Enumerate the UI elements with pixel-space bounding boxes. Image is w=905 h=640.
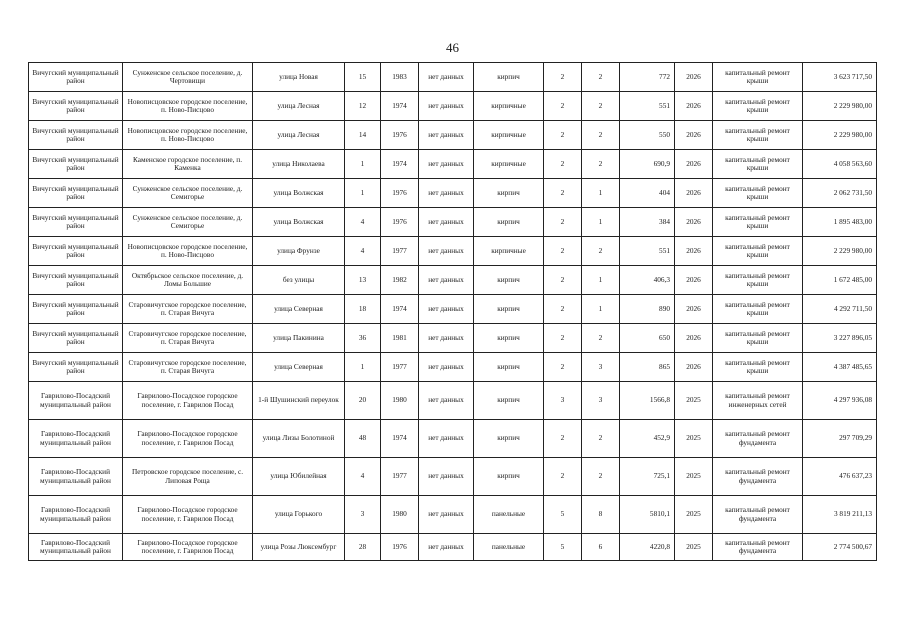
heritage-cell: нет данных [419, 382, 474, 420]
entrances-cell: 2 [582, 420, 620, 458]
cost-cell: 4 387 485,65 [803, 353, 877, 382]
street-cell: улица Розы Люксембург [253, 534, 345, 561]
house-number-cell: 1 [345, 179, 381, 208]
heritage-cell: нет данных [419, 353, 474, 382]
street-cell: улица Николаева [253, 150, 345, 179]
area-cell: 550 [620, 121, 675, 150]
table-row [29, 150, 877, 179]
page-number: 46 [446, 40, 459, 55]
floors-cell: 2 [544, 150, 582, 179]
work-type-cell: капитальный ремонт крыши [713, 208, 803, 237]
entrances-cell: 2 [582, 150, 620, 179]
district-cell: Вичугский муниципальный район [29, 63, 123, 92]
house-number-cell: 48 [345, 420, 381, 458]
entrances-cell: 6 [582, 534, 620, 561]
settlement-cell: Сунженское сельское поселение, д. Семигорье [123, 208, 253, 237]
area-cell: 384 [620, 208, 675, 237]
street-cell: улица Новая [253, 63, 345, 92]
build-year-cell: 1976 [381, 208, 419, 237]
table-row [29, 420, 877, 458]
plan-year-cell: 2026 [675, 295, 713, 324]
work-type-cell: капитальный ремонт крыши [713, 324, 803, 353]
settlement-cell: Гаврилово-Посадское городское поселение, г. Гаврилов Посад [123, 382, 253, 420]
settlement-cell: Сунженское сельское поселение, д. Семигорье [123, 179, 253, 208]
build-year-cell: 1974 [381, 295, 419, 324]
table-row [29, 63, 877, 92]
district-cell: Вичугский муниципальный район [29, 179, 123, 208]
district-cell: Гаврилово-Посадский муниципальный район [29, 496, 123, 534]
heritage-cell: нет данных [419, 208, 474, 237]
cost-cell: 4 058 563,60 [803, 150, 877, 179]
work-type-cell: капитальный ремонт крыши [713, 237, 803, 266]
floors-cell: 2 [544, 458, 582, 496]
cost-cell: 3 227 896,05 [803, 324, 877, 353]
cost-cell: 1 895 483,00 [803, 208, 877, 237]
settlement-cell: Старовичугское городское поселение, п. Старая Вичуга [123, 353, 253, 382]
build-year-cell: 1977 [381, 353, 419, 382]
street-cell: улица Северная [253, 295, 345, 324]
table-row [29, 353, 877, 382]
table-row [29, 237, 877, 266]
house-number-cell: 4 [345, 237, 381, 266]
area-cell: 865 [620, 353, 675, 382]
settlement-cell: Старовичугское городское поселение, п. Старая Вичуга [123, 324, 253, 353]
floors-cell: 2 [544, 353, 582, 382]
heritage-cell: нет данных [419, 63, 474, 92]
work-type-cell: капитальный ремонт фундамента [713, 534, 803, 561]
cost-cell: 1 672 485,00 [803, 266, 877, 295]
wall-material-cell: кирпичные [474, 121, 544, 150]
floors-cell: 2 [544, 420, 582, 458]
heritage-cell: нет данных [419, 266, 474, 295]
wall-material-cell: кирпич [474, 179, 544, 208]
district-cell: Вичугский муниципальный район [29, 208, 123, 237]
build-year-cell: 1982 [381, 266, 419, 295]
street-cell: улица Лесная [253, 92, 345, 121]
wall-material-cell: кирпичные [474, 237, 544, 266]
area-cell: 5810,1 [620, 496, 675, 534]
house-number-cell: 20 [345, 382, 381, 420]
district-cell: Вичугский муниципальный район [29, 121, 123, 150]
street-cell: улица Фрунзе [253, 237, 345, 266]
table-row [29, 92, 877, 121]
entrances-cell: 3 [582, 382, 620, 420]
table-row [29, 179, 877, 208]
house-number-cell: 13 [345, 266, 381, 295]
plan-year-cell: 2025 [675, 458, 713, 496]
work-type-cell: капитальный ремонт крыши [713, 92, 803, 121]
cost-cell: 2 774 500,67 [803, 534, 877, 561]
build-year-cell: 1980 [381, 382, 419, 420]
heritage-cell: нет данных [419, 324, 474, 353]
plan-year-cell: 2026 [675, 353, 713, 382]
street-cell: улица Лесная [253, 121, 345, 150]
wall-material-cell: кирпич [474, 295, 544, 324]
area-cell: 404 [620, 179, 675, 208]
table-row [29, 382, 877, 420]
table-row [29, 534, 877, 561]
build-year-cell: 1980 [381, 496, 419, 534]
area-cell: 690,9 [620, 150, 675, 179]
table-row [29, 208, 877, 237]
table-row [29, 324, 877, 353]
street-cell: улица Пакинина [253, 324, 345, 353]
entrances-cell: 1 [582, 208, 620, 237]
cost-cell: 4 292 711,50 [803, 295, 877, 324]
plan-year-cell: 2025 [675, 382, 713, 420]
settlement-cell: Старовичугское городское поселение, п. Старая Вичуга [123, 295, 253, 324]
wall-material-cell: кирпич [474, 458, 544, 496]
settlement-cell: Новописцовское городское поселение, п. Ново-Писцово [123, 92, 253, 121]
heritage-cell: нет данных [419, 496, 474, 534]
work-type-cell: капитальный ремонт крыши [713, 295, 803, 324]
floors-cell: 2 [544, 237, 582, 266]
work-type-cell: капитальный ремонт инженерных сетей [713, 382, 803, 420]
plan-year-cell: 2026 [675, 324, 713, 353]
table-row [29, 458, 877, 496]
work-type-cell: капитальный ремонт крыши [713, 353, 803, 382]
wall-material-cell: кирпич [474, 266, 544, 295]
cost-cell: 476 637,23 [803, 458, 877, 496]
street-cell: улица Северная [253, 353, 345, 382]
settlement-cell: Октябрьское сельское поселение, д. Ломы Большие [123, 266, 253, 295]
house-number-cell: 4 [345, 458, 381, 496]
district-cell: Вичугский муниципальный район [29, 150, 123, 179]
wall-material-cell: кирпич [474, 324, 544, 353]
build-year-cell: 1977 [381, 458, 419, 496]
area-cell: 725,1 [620, 458, 675, 496]
build-year-cell: 1974 [381, 92, 419, 121]
wall-material-cell: кирпичные [474, 92, 544, 121]
cost-cell: 3 819 211,13 [803, 496, 877, 534]
house-number-cell: 14 [345, 121, 381, 150]
floors-cell: 2 [544, 92, 582, 121]
district-cell: Вичугский муниципальный район [29, 237, 123, 266]
house-number-cell: 18 [345, 295, 381, 324]
cost-cell: 3 623 717,50 [803, 63, 877, 92]
cost-cell: 2 229 980,00 [803, 92, 877, 121]
plan-year-cell: 2025 [675, 534, 713, 561]
heritage-cell: нет данных [419, 150, 474, 179]
table-row [29, 121, 877, 150]
entrances-cell: 1 [582, 266, 620, 295]
settlement-cell: Петровское городское поселение, с. Липовая Роща [123, 458, 253, 496]
plan-year-cell: 2026 [675, 208, 713, 237]
heritage-cell: нет данных [419, 534, 474, 561]
heritage-cell: нет данных [419, 121, 474, 150]
work-type-cell: капитальный ремонт крыши [713, 179, 803, 208]
settlement-cell: Каменское городское поселение, п. Каменка [123, 150, 253, 179]
cost-cell: 2 062 731,50 [803, 179, 877, 208]
house-number-cell: 12 [345, 92, 381, 121]
wall-material-cell: панельные [474, 534, 544, 561]
district-cell: Гаврилово-Посадский муниципальный район [29, 382, 123, 420]
wall-material-cell: кирпич [474, 382, 544, 420]
plan-year-cell: 2026 [675, 179, 713, 208]
heritage-cell: нет данных [419, 420, 474, 458]
build-year-cell: 1976 [381, 534, 419, 561]
plan-year-cell: 2026 [675, 121, 713, 150]
wall-material-cell: кирпич [474, 208, 544, 237]
settlement-cell: Гаврилово-Посадское городское поселение, г. Гаврилов Посад [123, 420, 253, 458]
work-type-cell: капитальный ремонт фундамента [713, 458, 803, 496]
house-number-cell: 28 [345, 534, 381, 561]
plan-year-cell: 2025 [675, 420, 713, 458]
house-number-cell: 4 [345, 208, 381, 237]
heritage-cell: нет данных [419, 179, 474, 208]
settlement-cell: Новописцовское городское поселение, п. Ново-Писцово [123, 237, 253, 266]
wall-material-cell: кирпич [474, 353, 544, 382]
entrances-cell: 2 [582, 458, 620, 496]
build-year-cell: 1983 [381, 63, 419, 92]
district-cell: Вичугский муниципальный район [29, 324, 123, 353]
entrances-cell: 8 [582, 496, 620, 534]
floors-cell: 2 [544, 63, 582, 92]
district-cell: Гаврилово-Посадский муниципальный район [29, 534, 123, 561]
wall-material-cell: панельные [474, 496, 544, 534]
district-cell: Вичугский муниципальный район [29, 266, 123, 295]
work-type-cell: капитальный ремонт крыши [713, 121, 803, 150]
street-cell: 1-й Шушинский переулок [253, 382, 345, 420]
table-row [29, 295, 877, 324]
street-cell: улица Лизы Болотиной [253, 420, 345, 458]
floors-cell: 2 [544, 266, 582, 295]
district-cell: Вичугский муниципальный район [29, 92, 123, 121]
floors-cell: 2 [544, 121, 582, 150]
heritage-cell: нет данных [419, 237, 474, 266]
street-cell: без улицы [253, 266, 345, 295]
area-cell: 406,3 [620, 266, 675, 295]
heritage-cell: нет данных [419, 295, 474, 324]
entrances-cell: 1 [582, 295, 620, 324]
cost-cell: 2 229 980,00 [803, 121, 877, 150]
area-cell: 650 [620, 324, 675, 353]
work-type-cell: капитальный ремонт фундамента [713, 496, 803, 534]
floors-cell: 3 [544, 382, 582, 420]
street-cell: улица Волжская [253, 208, 345, 237]
street-cell: улица Волжская [253, 179, 345, 208]
house-number-cell: 3 [345, 496, 381, 534]
housing-register-table [28, 62, 877, 561]
floors-cell: 5 [544, 534, 582, 561]
work-type-cell: капитальный ремонт крыши [713, 63, 803, 92]
house-number-cell: 36 [345, 324, 381, 353]
area-cell: 1566,8 [620, 382, 675, 420]
house-number-cell: 1 [345, 353, 381, 382]
wall-material-cell: кирпич [474, 63, 544, 92]
table-body [29, 63, 877, 561]
work-type-cell: капитальный ремонт крыши [713, 266, 803, 295]
entrances-cell: 2 [582, 324, 620, 353]
cost-cell: 4 297 936,08 [803, 382, 877, 420]
house-number-cell: 1 [345, 150, 381, 179]
floors-cell: 2 [544, 295, 582, 324]
heritage-cell: нет данных [419, 92, 474, 121]
wall-material-cell: кирпич [474, 420, 544, 458]
settlement-cell: Гаврилово-Посадское городское поселение, г. Гаврилов Посад [123, 496, 253, 534]
plan-year-cell: 2026 [675, 150, 713, 179]
entrances-cell: 3 [582, 353, 620, 382]
table-row [29, 266, 877, 295]
area-cell: 772 [620, 63, 675, 92]
settlement-cell: Новописцовское городское поселение, п. Ново-Писцово [123, 121, 253, 150]
plan-year-cell: 2026 [675, 237, 713, 266]
entrances-cell: 2 [582, 237, 620, 266]
district-cell: Гаврилово-Посадский муниципальный район [29, 458, 123, 496]
work-type-cell: капитальный ремонт фундамента [713, 420, 803, 458]
wall-material-cell: кирпичные [474, 150, 544, 179]
district-cell: Гаврилово-Посадский муниципальный район [29, 420, 123, 458]
plan-year-cell: 2026 [675, 63, 713, 92]
build-year-cell: 1977 [381, 237, 419, 266]
area-cell: 551 [620, 237, 675, 266]
table-row [29, 496, 877, 534]
area-cell: 4220,8 [620, 534, 675, 561]
build-year-cell: 1974 [381, 420, 419, 458]
heritage-cell: нет данных [419, 458, 474, 496]
street-cell: улица Юбилейная [253, 458, 345, 496]
area-cell: 890 [620, 295, 675, 324]
plan-year-cell: 2025 [675, 496, 713, 534]
build-year-cell: 1976 [381, 121, 419, 150]
area-cell: 551 [620, 92, 675, 121]
plan-year-cell: 2026 [675, 92, 713, 121]
work-type-cell: капитальный ремонт крыши [713, 150, 803, 179]
area-cell: 452,9 [620, 420, 675, 458]
house-number-cell: 15 [345, 63, 381, 92]
floors-cell: 2 [544, 324, 582, 353]
floors-cell: 2 [544, 179, 582, 208]
entrances-cell: 2 [582, 121, 620, 150]
district-cell: Вичугский муниципальный район [29, 295, 123, 324]
build-year-cell: 1981 [381, 324, 419, 353]
entrances-cell: 2 [582, 63, 620, 92]
entrances-cell: 2 [582, 92, 620, 121]
street-cell: улица Горького [253, 496, 345, 534]
build-year-cell: 1976 [381, 179, 419, 208]
plan-year-cell: 2026 [675, 266, 713, 295]
floors-cell: 5 [544, 496, 582, 534]
cost-cell: 2 229 980,00 [803, 237, 877, 266]
cost-cell: 297 709,29 [803, 420, 877, 458]
district-cell: Вичугский муниципальный район [29, 353, 123, 382]
floors-cell: 2 [544, 208, 582, 237]
build-year-cell: 1974 [381, 150, 419, 179]
entrances-cell: 1 [582, 179, 620, 208]
settlement-cell: Гаврилово-Посадское городское поселение, г. Гаврилов Посад [123, 534, 253, 561]
settlement-cell: Сунженское сельское поселение, д. Чертовищи [123, 63, 253, 92]
